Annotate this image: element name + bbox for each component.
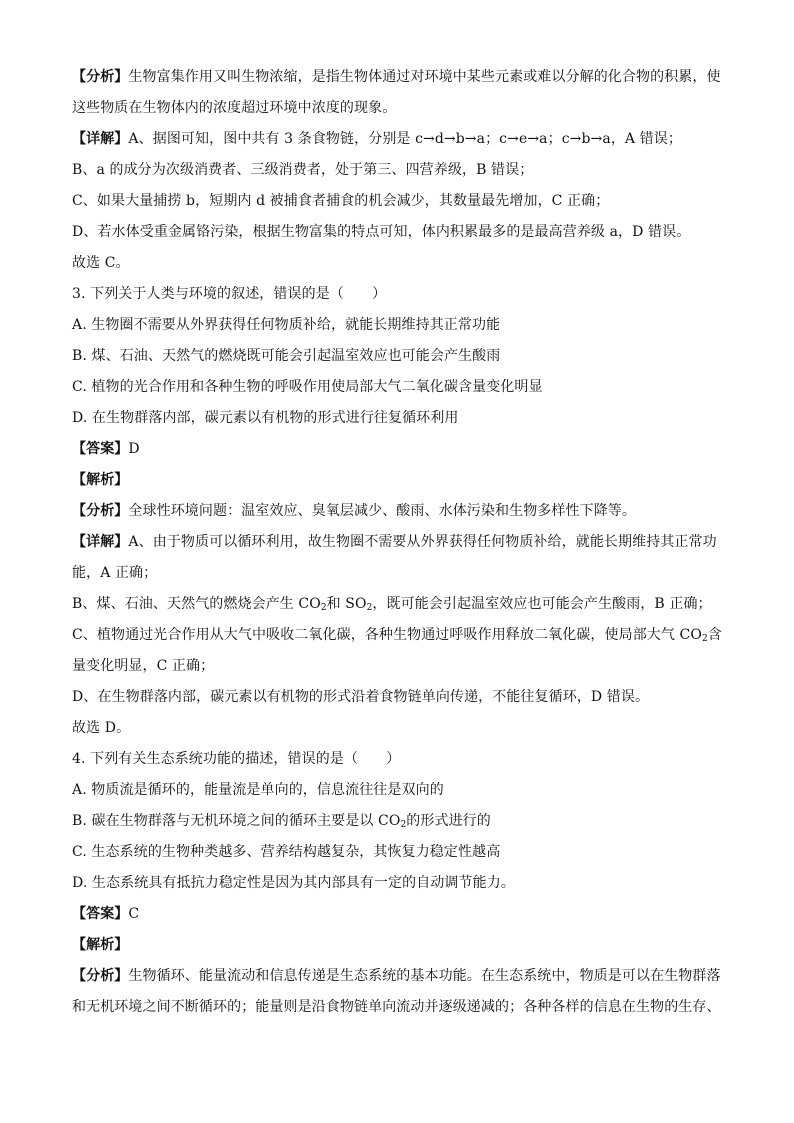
q3-option-b: B. 煤、石油、天然气的燃烧既可能会引起温室效应也可能会产生酸雨 (72, 348, 501, 364)
q4-answer: 【答案】C (72, 906, 140, 922)
q3-option-a: A. 生物圈不需要从外界获得任何物质补给，就能长期维持其正常功能 (72, 317, 501, 333)
q2-detail-d: D、若水体受重金属铬污染，根据生物富集的特点可知，体内积累最多的是最高营养级 a，D 错误。 (72, 224, 691, 240)
answer-tag: 【答案】 (72, 906, 129, 922)
q3-explain-tag: 【解析】 (72, 472, 129, 488)
q4-analysis-line-1: 【分析】生物循环、能量流动和信息传递是生态系统的基本功能。在生态系统中，物质是可以在生物群落 (72, 968, 721, 984)
q2-choose: 故选 C。 (72, 255, 130, 271)
detail-tag: 【详解】 (72, 534, 129, 550)
analysis-tag: 【分析】 (72, 968, 129, 984)
q3-detail-c-2: 量变化明显，C 正确； (72, 658, 215, 674)
answer-tag: 【答案】 (72, 441, 129, 457)
q4-option-d: D. 生态系统具有抵抗力稳定性是因为其内部具有一定的自动调节能力。 (72, 875, 515, 891)
detail-tag: 【详解】 (72, 131, 129, 147)
analysis-tag: 【分析】 (72, 69, 129, 85)
q2-detail-c: C、如果大量捕捞 b，短期内 d 被捕食者捕食的机会减少，其数量最先增加，C 正确； (72, 193, 610, 209)
q2-analysis-line-2: 这些物质在生物体内的浓度超过环境中浓度的现象。 (72, 100, 397, 116)
q4-stem: 4. 下列有关生态系统功能的描述，错误的是（ ） (72, 751, 401, 767)
q4-option-a: A. 物质流是循环的，能量流是单向的，信息流往往是双向的 (72, 782, 444, 798)
q3-detail-a-1: 【详解】A、由于物质可以循环利用，故生物圈不需要从外界获得任何物质补给，就能长期维持其正常功 (72, 534, 717, 550)
q4-explain-tag: 【解析】 (72, 937, 129, 953)
q4-analysis-line-2: 和无机环境之间不断循环的；能量则是沿食物链单向流动并逐级递减的；各种各样的信息在生物的生存、 (72, 999, 721, 1015)
q3-option-d: D. 在生物群落内部，碳元素以有机物的形式进行往复循环利用 (72, 410, 459, 426)
q2-detail-a: 【详解】A、据图可知，图中共有 3 条食物链，分别是 c→d→b→a；c→e→a；c→b→a，A 错误； (72, 131, 682, 147)
q3-answer: 【答案】D (72, 441, 140, 457)
q3-option-c: C. 植物的光合作用和各种生物的呼吸作用使局部大气二氧化碳含量变化明显 (72, 379, 543, 395)
q4-option-b: B. 碳在生物群落与无机环境之间的循环主要是以 $CO_2$的形式进行的 (72, 813, 491, 830)
q3-detail-d: D、在生物群落内部，碳元素以有机物的形式沿着食物链单向传递，不能往复循环，D 错误。 (72, 689, 650, 705)
q3-detail-a-2: 能，A 正确； (72, 565, 158, 581)
q2-analysis-line-1: 【分析】生物富集作用又叫生物浓缩，是指生物体通过对环境中某些元素或难以分解的化合物的积累，使 (72, 69, 721, 85)
q3-analysis: 【分析】全球性环境问题：温室效应、臭氧层减少、酸雨、水体污染和生物多样性下降等。 (72, 503, 637, 519)
q3-stem: 3. 下列关于人类与环境的叙述，错误的是（ ） (72, 286, 387, 302)
q3-detail-c-1: C、植物通过光合作用从大气中吸收二氧化碳，各种生物通过呼吸作用释放二氧化碳，使局部大气 $CO_2$含 (72, 627, 722, 644)
analysis-tag: 【分析】 (72, 503, 129, 519)
q3-choose: 故选 D。 (72, 720, 131, 736)
q3-detail-b: B、煤、石油、天然气的燃烧会产生 $CO_2$和 $SO_2$，既可能会引起温室效应也可能会产生酸雨，B 正确； (72, 596, 712, 613)
document-page (72, 62, 722, 1023)
q4-option-c: C. 生态系统的生物种类越多、营养结构越复杂，其恢复力稳定性越高 (72, 844, 501, 860)
q2-detail-b: B、a 的成分为次级消费者、三级消费者，处于第三、四营养级，B 错误； (72, 162, 534, 178)
